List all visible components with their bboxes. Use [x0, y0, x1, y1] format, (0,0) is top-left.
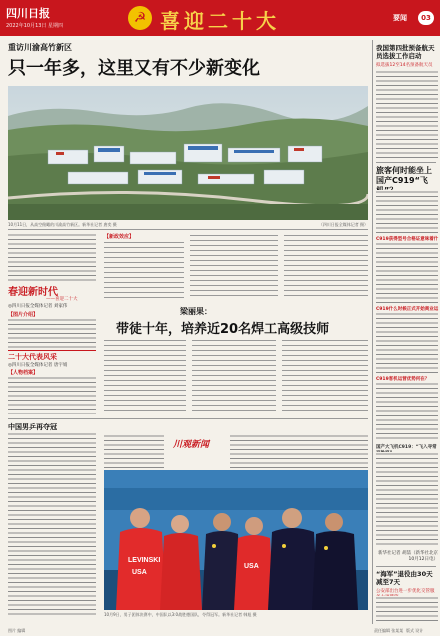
right-story3-text [376, 596, 438, 622]
lead-photo-caption: 10月11日，从高空俯瞰的川渝高竹新区。新华社记者 唐奕 摄 [8, 222, 117, 227]
sidebar-body-text [8, 318, 96, 348]
sidebar-intro-text [8, 233, 96, 281]
aerial-town-image [8, 86, 368, 220]
story2-author: 梁丽果： [180, 307, 212, 316]
divider [376, 162, 436, 163]
sports-photo[interactable] [104, 470, 368, 610]
lead-body-col2 [190, 233, 278, 300]
party-emblem-icon: ☭ [128, 6, 152, 30]
issue-date: 2022年10月13日 星期四 [6, 23, 64, 29]
banner-title: 喜迎二十大 [160, 9, 280, 33]
right-story2-subhead2: C919什么时候正式开始商业运 [376, 307, 439, 312]
right-story2-title[interactable]: 旅客何时能坐上国产C919“飞 [376, 166, 432, 185]
sports-body-text [8, 432, 96, 616]
sidebar-byline: ◎四川日报全媒体记者 刘家伟 [8, 304, 68, 309]
right-story2-text1 [376, 190, 438, 234]
masthead [0, 0, 440, 36]
page-footer [0, 626, 440, 636]
right-story1-subtitle: 拟选拔12至14名预备航天员 [376, 63, 433, 68]
column2-title: 二十大代表风采 [8, 353, 57, 361]
right-story3-subtitle: 公安部出台进一步优化交管服 [376, 589, 435, 594]
story2-title[interactable]: 带徒十年，培养近20名焊工高级技师 [116, 322, 330, 337]
sports-side-text [104, 434, 164, 468]
footer-design: 版式 设计 [406, 628, 424, 633]
right-story2-text3 [376, 312, 438, 374]
table-tennis-players-image [104, 470, 368, 610]
lead-subhead: 【新政效应】 [104, 234, 135, 240]
column2-text [8, 376, 96, 414]
lead-title[interactable]: 只一年多，这里又有不少新变化 [8, 58, 260, 79]
lead-photo-credit: （四川日报全媒体记者 摄） [318, 222, 368, 227]
sports-photo-caption: 10月9日，男子团体决赛中，中国队以3:0战胜德国队，夺得冠军。新华社记者 韩旭 摄 [104, 612, 257, 617]
sidebar-section-sub: ——喜迎二十大 [46, 297, 78, 302]
svg-text:USA: USA [244, 563, 259, 570]
divider [8, 418, 368, 419]
right-story2-text4 [376, 382, 438, 442]
svg-text:LEVINSKI: LEVINSKI [128, 557, 161, 564]
column2-label: 【人物档案】 [8, 370, 39, 376]
column-divider [372, 40, 373, 624]
right-story2-byline: 新华社记者 胡喆（新华社北京10月12日电） [378, 551, 438, 562]
right-story2-subhead1: C919获得型号合格证意味着什 [376, 237, 439, 242]
right-story2-subhead3: C919客机运营优势何在？ [376, 377, 430, 382]
sidebar-section-title: 春迎新时代 [8, 287, 58, 298]
divider [376, 566, 436, 567]
right-story2-text2 [376, 242, 438, 304]
story2-col3 [282, 338, 368, 414]
lead-photo[interactable] [8, 86, 368, 220]
lead-kicker: 重访川渝高竹新区 [8, 43, 72, 52]
column2-byline: ◎四川日报全媒体记者 唐宇娟 [8, 363, 68, 368]
page-number: 03 [418, 11, 434, 25]
footer-editor: 责任编辑 张某某 [374, 628, 404, 633]
right-story2-end-tag: 国产大飞机C919：“飞入寻常 [376, 445, 437, 450]
right-story1-title[interactable]: 我国第四批预备航天员选拔工作启动 [376, 44, 435, 60]
newspaper-logo: 四川日报 [6, 7, 50, 20]
lead-body-col1 [104, 240, 184, 300]
footer-photo: 图片 编辑 [8, 628, 26, 633]
sports-side-text-2 [230, 434, 368, 468]
divider [8, 229, 368, 230]
sports-badge[interactable]: 川观新闻 [173, 440, 210, 450]
sidebar-label: 【图片介绍】 [8, 312, 39, 318]
section-label: 要闻 [393, 14, 407, 22]
red-divider [8, 350, 96, 351]
svg-text:USA: USA [132, 569, 147, 576]
right-story2-text5 [376, 452, 438, 548]
right-story1-text [376, 70, 438, 160]
story2-col2 [192, 338, 276, 414]
lead-body-col3 [284, 233, 368, 300]
sports-title[interactable]: 中国男乒再夺冠 [8, 423, 57, 431]
right-story3-title[interactable]: “海军”退役由30天减至7天 [376, 570, 433, 586]
story2-col1 [104, 338, 186, 414]
